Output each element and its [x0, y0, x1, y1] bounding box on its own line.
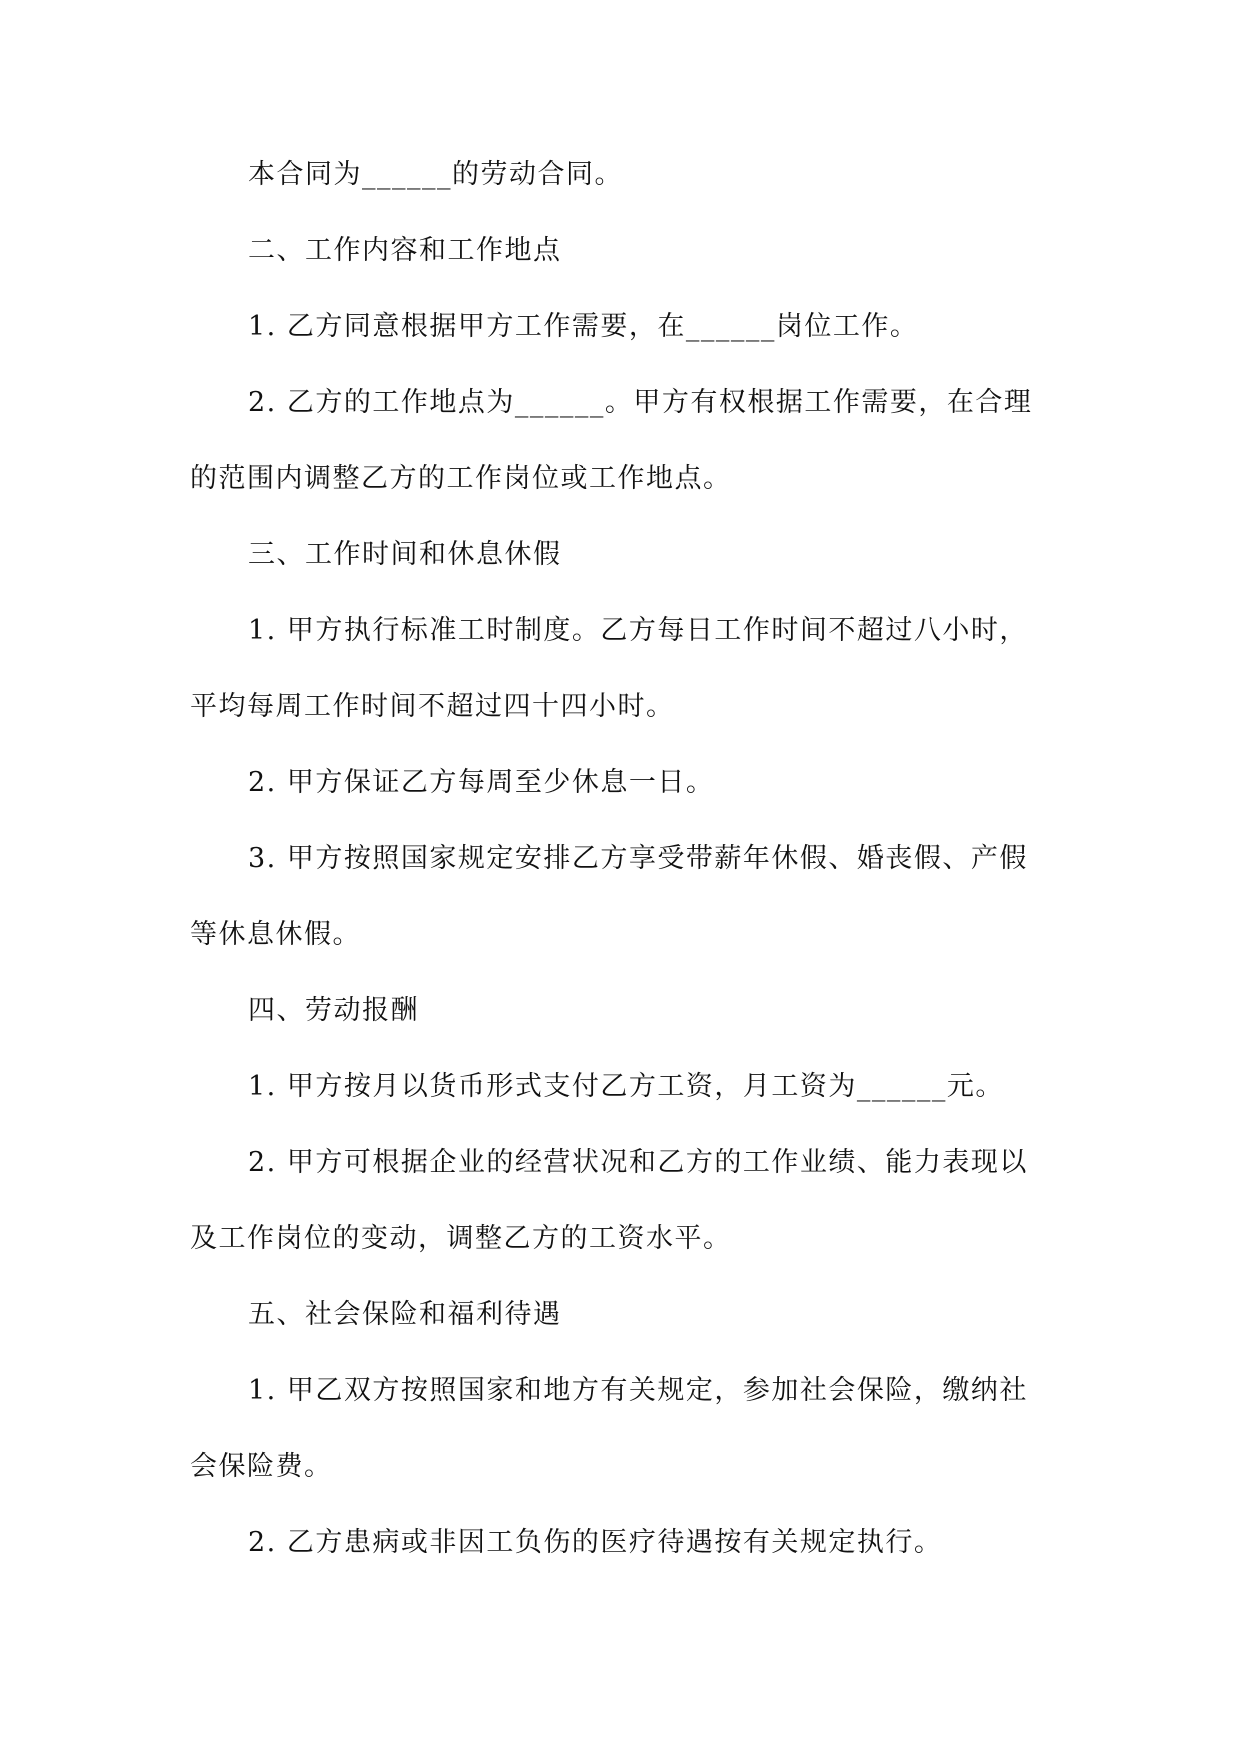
- section-heading-social-insurance: 五、社会保险和福利待遇: [248, 1299, 562, 1330]
- section-heading-working-hours: 三、工作时间和休息休假: [248, 539, 562, 570]
- contract-type-line: 本合同为______的劳动合同。: [248, 159, 623, 190]
- section-heading-remuneration: 四、劳动报酬: [248, 995, 419, 1026]
- document-body: [190, 137, 1054, 1581]
- clause-monthly-salary: 1. 甲方按月以货币形式支付乙方工资，月工资为______元。: [248, 1071, 1004, 1102]
- clause-salary-adjustment: 2. 甲方可根据企业的经营状况和乙方的工作业绩、能力表现以及工作岗位的变动，调整乙方的工资水平。: [190, 1147, 1028, 1254]
- clause-social-insurance: 1. 甲乙双方按照国家和地方有关规定，参加社会保险，缴纳社会保险费。: [190, 1375, 1028, 1482]
- section-heading-work-content: 二、工作内容和工作地点: [248, 235, 562, 266]
- clause-work-location: 2. 乙方的工作地点为______。甲方有权根据工作需要，在合理的范围内调整乙方的工作岗位或工作地点。: [190, 387, 1033, 494]
- clause-work-position: 1. 乙方同意根据甲方工作需要，在______岗位工作。: [248, 311, 919, 342]
- clause-weekly-rest: 2. 甲方保证乙方每周至少休息一日。: [248, 767, 715, 798]
- clause-medical-treatment: 2. 乙方患病或非因工负伤的医疗待遇按有关规定执行。: [248, 1527, 943, 1558]
- clause-standard-hours: 1. 甲方执行标准工时制度。乙方每日工作时间不超过八小时，平均每周工作时间不超过四十四小时。: [190, 615, 1028, 722]
- clause-leave: 3. 甲方按照国家规定安排乙方享受带薪年休假、婚丧假、产假等休息休假。: [190, 843, 1028, 950]
